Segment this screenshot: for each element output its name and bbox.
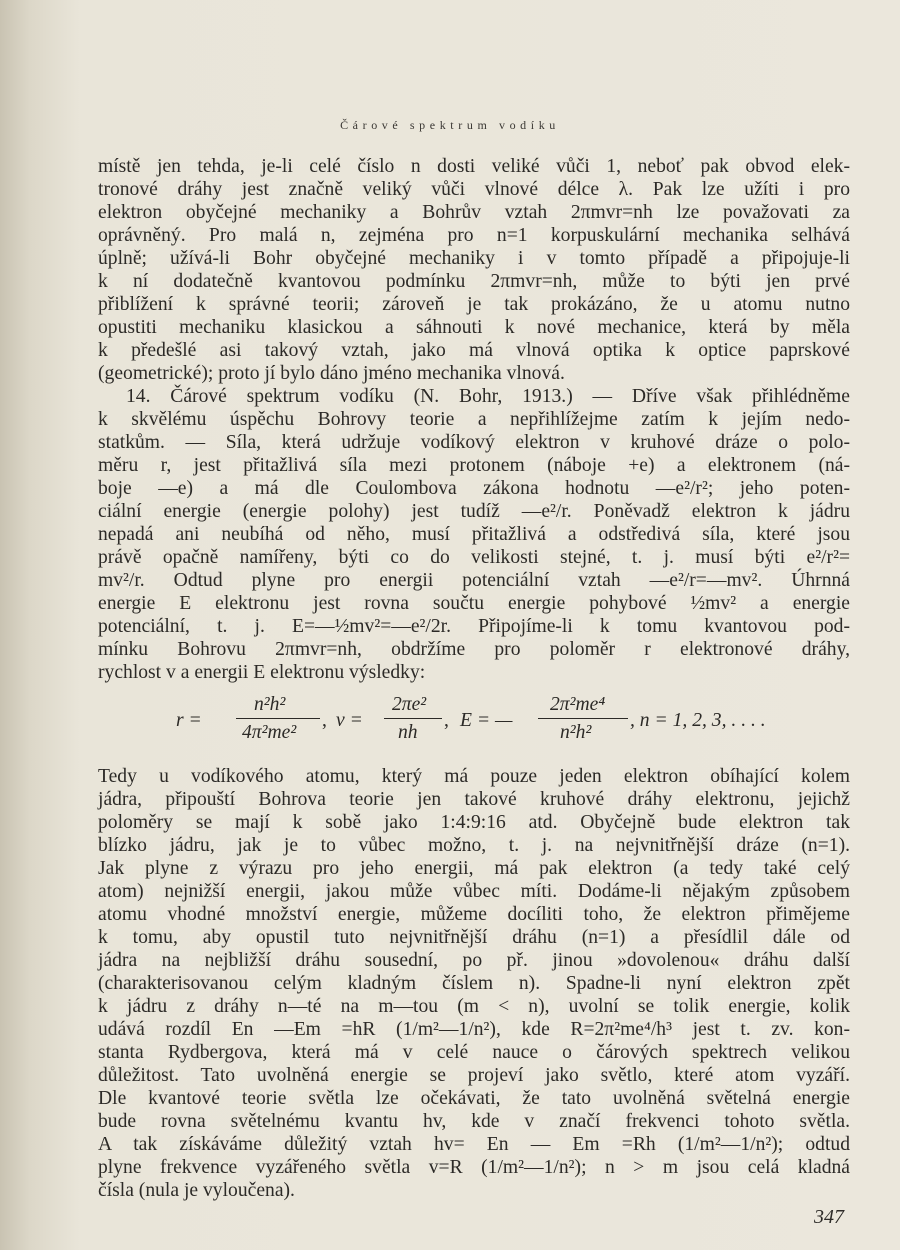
text-line: opustiti mechaniku klasickou a sáhnouti k nové mechanice, která by měla bbox=[98, 317, 850, 338]
text-line: důležitost. Tato uvolněná energie se projeví jako světlo, které atom vyzáří. bbox=[98, 1065, 850, 1086]
text-line: k skvělému úspěchu Bohrovy teorie a nepřihlížejme zatím k jejím nedo- bbox=[98, 409, 850, 430]
running-header: Čárové spektrum vodíku bbox=[340, 118, 560, 132]
section-heading-line: 14. Čárové spektrum vodíku (N. Bohr, 1913.) — Dříve však přihlédněme bbox=[126, 386, 850, 407]
text-line: k tomu, aby opustil tuto nejvnitřnější dráhu (n=1) a přesídlil dále od bbox=[98, 927, 850, 948]
formula-r-lhs: r = bbox=[176, 710, 202, 731]
text-line: k předešlé asi takový vztah, jako má vlnová optika k optice paprskové bbox=[98, 340, 850, 361]
formula-e-lhs: E = — bbox=[460, 710, 513, 731]
text-line: měru r, jest přitažlivá síla mezi protonem (náboje +e) a elektronem (ná- bbox=[98, 455, 850, 476]
text-line: energie E elektronu jest rovna součtu energie pohybové ½mv² a energie bbox=[98, 593, 850, 614]
fraction-bar bbox=[384, 718, 442, 719]
text-line: Tedy u vodíkového atomu, který má pouze jeden elektron obíhající kolem bbox=[98, 766, 850, 787]
bohr-results-formula bbox=[170, 694, 830, 748]
text-line: atomu vhodné množství energie, můžeme docíliti toho, že elektron přimějeme bbox=[98, 904, 850, 925]
text-line: udává rozdíl En —Em =hR (1/m²—1/n²), kde R=2π²me⁴/h³ jest t. zv. kon- bbox=[98, 1019, 850, 1040]
formula-r-numerator: n²h² bbox=[254, 694, 286, 715]
formula-comma: , bbox=[444, 710, 449, 731]
text-line: elektron obyčejné mechaniky a Bohrův vztah 2πmvr=nh lze považovati za bbox=[98, 202, 850, 223]
formula-n-values: , n = 1, 2, 3, . . . . bbox=[630, 710, 766, 731]
formula-e-denominator: n²h² bbox=[560, 722, 592, 743]
text-line: úplně; užívá-li Bohr obyčejné mechaniky i v tomto případě a připojuje-li bbox=[98, 248, 850, 269]
formula-v-numerator: 2πe² bbox=[392, 694, 427, 715]
text-line: právě opačně namířeny, býti co do velikosti stejné, t. j. musí býti e²/r²= bbox=[98, 547, 850, 568]
text-line: stanta Rydbergova, která má v celé nauce o čárových spektrech velikou bbox=[98, 1042, 850, 1063]
text-line: (geometrické); proto jí bylo dáno jméno mechanika vlnová. bbox=[98, 363, 565, 384]
text-line: jádra, připouští Bohrova teorie jen takové kruhové dráhy elektronu, jejichž bbox=[98, 789, 850, 810]
text-line: Jak plyne z výrazu pro jeho energii, má pak elektron (a tedy také celý bbox=[98, 858, 850, 879]
text-line: bude rovna světelnému kvantu hv, kde v značí frekvenci tohoto světla. bbox=[98, 1111, 850, 1132]
text-line: atom) nejnižší energii, jakou může vůbec míti. Dodáme-li nějakým způsobem bbox=[98, 881, 850, 902]
formula-r-denominator: 4π²me² bbox=[242, 722, 297, 743]
text-line: blízko jádru, jak je to vůbec možno, t. j. na nejvnitřnější dráze (n=1). bbox=[98, 835, 850, 856]
text-line: mínku Bohrovu 2πmvr=nh, obdržíme pro poloměr r elektronové dráhy, bbox=[98, 639, 850, 660]
text-line: boje —e) a má dle Coulombova zákona hodnotu —e²/r²; jeho poten- bbox=[98, 478, 850, 499]
text-line: tronové dráhy jest značně veliký vůči vlnové délce λ. Pak lze užíti i pro bbox=[98, 179, 850, 200]
text-line: ciální energie (energie polohy) jest tudíž —e²/r. Poněvadž elektron k jádru bbox=[98, 501, 850, 522]
text-line: jádra na nejbližší dráhu sousední, po př. jinou »dovolenou« dráhu další bbox=[98, 950, 850, 971]
formula-v-denominator: nh bbox=[398, 722, 418, 743]
formula-comma: , bbox=[322, 710, 327, 731]
text-line: nepadá ani neubíhá od něho, musí přitažlivá a odstředivá síla, které jsou bbox=[98, 524, 850, 545]
page-number: 347 bbox=[814, 1206, 844, 1228]
text-line: potenciální, t. j. E=—½mv²=—e²/2r. Připojíme-li k tomu kvantovou pod- bbox=[98, 616, 850, 637]
text-line: přiblížení k správné teorii; zároveň je tak prokázáno, že u atomu nutno bbox=[98, 294, 850, 315]
text-line: oprávněný. Pro malá n, zejména pro n=1 korpuskulární mechanika selhává bbox=[98, 225, 850, 246]
text-line: k jádru z dráhy n—té na m—tou (m < n), uvolní se tolik energie, kolik bbox=[98, 996, 850, 1017]
text-line: čísla (nula je vyloučena). bbox=[98, 1180, 295, 1201]
text-line: místě jen tehda, je-li celé číslo n dosti veliké vůči 1, neboť pak obvod elek- bbox=[98, 156, 850, 177]
text-line: (charakterisovanou celým kladným číslem n). Spadne-li nyní elektron zpět bbox=[98, 973, 850, 994]
text-line: plyne frekvence vyzářeného světla v=R (1/m²—1/n²); n > m jsou celá kladná bbox=[98, 1157, 850, 1178]
fraction-bar bbox=[236, 718, 320, 719]
formula-e-numerator: 2π²me⁴ bbox=[550, 694, 606, 715]
text-line: mv²/r. Odtud plyne pro energii potenciální vztah —e²/r=—mv². Úhrnná bbox=[98, 570, 850, 591]
text-line: A tak získáváme důležitý vztah hv= En — Em =Rh (1/m²—1/n²); odtud bbox=[98, 1134, 850, 1155]
text-line: Dle kvantové teorie světla lze očekávati, že tato uvolněná světelná energie bbox=[98, 1088, 850, 1109]
text-line: statkům. — Síla, která udržuje vodíkový elektron v kruhové dráze o polo- bbox=[98, 432, 850, 453]
fraction-bar bbox=[538, 718, 628, 719]
formula-v-lhs: v = bbox=[336, 710, 363, 731]
text-line: poloměry se mají k sobě jako 1:4:9:16 atd. Obyčejně bude elektron tak bbox=[98, 812, 850, 833]
text-line: k ní dodatečně kvantovou podmínku 2πmvr=nh, může to býti jen prvé bbox=[98, 271, 850, 292]
text-line: rychlost v a energii E elektronu výsledky: bbox=[98, 662, 426, 683]
